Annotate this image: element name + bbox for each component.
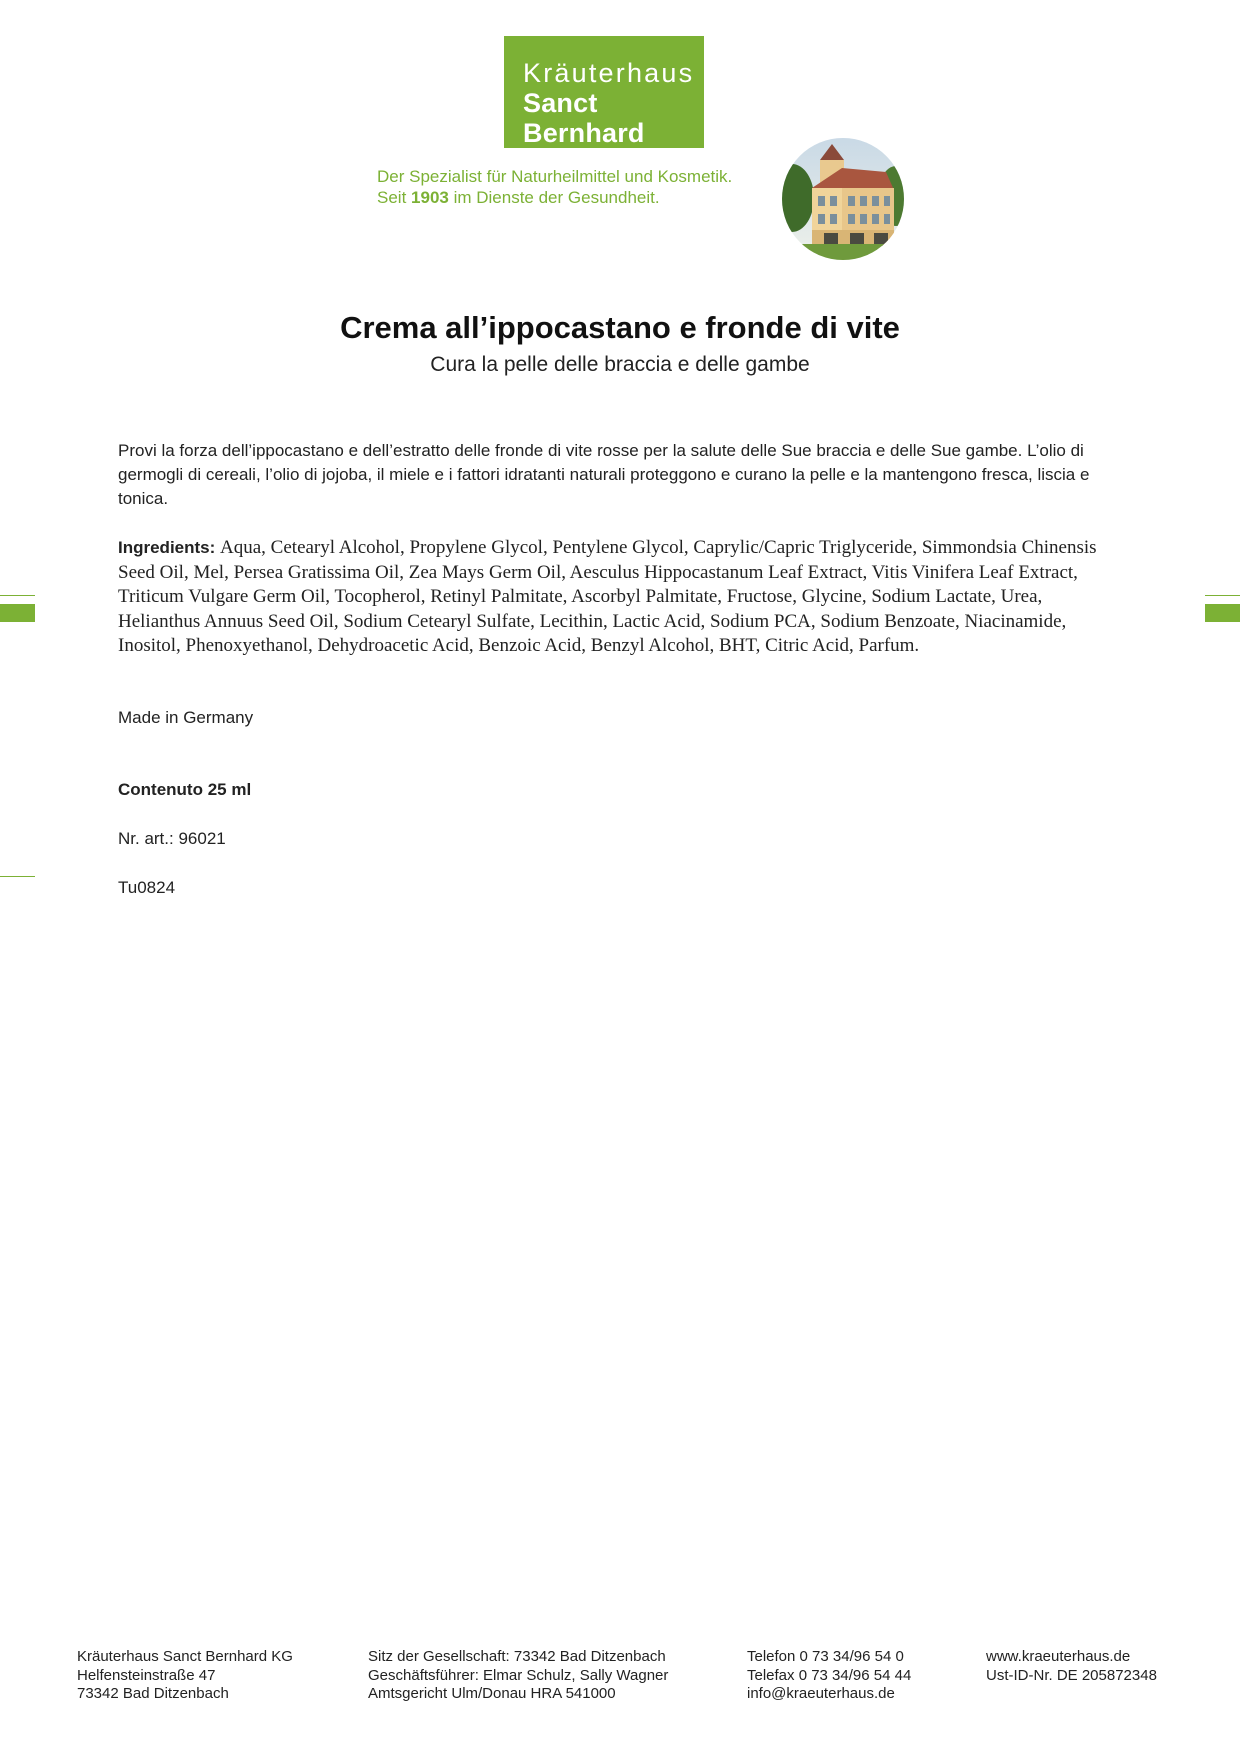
tagline-line2	[377, 187, 777, 208]
fold-mark-left-lower	[0, 876, 35, 877]
footer-vat-id: Ust-ID-Nr. DE 205872348	[986, 1666, 1157, 1684]
ingredients-section	[118, 536, 1118, 659]
fold-mark-left-line	[0, 595, 35, 596]
ingredients-list: Aqua, Cetearyl Alcohol, Propylene Glycol, Pentylene Glycol, Caprylic/Capric Triglyceride, Simmondsia Chinensis Seed Oil, Mel, Persea Gratissima Oil, Zea Mays Germ Oil, Aesculus Hippocastanum Leaf Extract, Vitis Vinifera Leaf Extract, Triticum Vulgare Germ Oil, Tocopherol, Retinyl Palmitate, Ascorbyl Palmitate, Fructose, Glycine, Sodium Lactate, Urea, Helianthus Annuus Seed Oil, Sodium Cetearyl Sulfate, Lecithin, Lactic Acid, Sodium PCA, Sodium Benzoate, Niacinamide, Inositol, Phenoxyethanol, Dehydroacetic Acid, Benzoic Acid, Benzyl Alcohol, BHT, Citric Acid, Parfum.	[118, 537, 1097, 656]
footer-fax: Telefax 0 73 34/96 54 44	[747, 1666, 912, 1684]
building-illustration	[782, 138, 904, 260]
content-volume: Contenuto 25 ml	[118, 780, 252, 799]
fold-mark-left	[0, 604, 35, 622]
footer-line: Sitz der Gesellschaft: 73342 Bad Ditzenbach	[368, 1648, 666, 1665]
logo-line1: Kräuterhaus	[523, 58, 695, 88]
article-number: Nr. art.: 96021	[118, 829, 226, 848]
origin-text: Made in Germany	[118, 708, 254, 727]
footer-line: Kräuterhaus Sanct Bernhard KG	[77, 1648, 293, 1665]
footer-website: www.kraeuterhaus.de	[986, 1648, 1131, 1665]
building-photo	[782, 138, 904, 260]
footer-email: info@kraeuterhaus.de	[747, 1685, 895, 1702]
product-description: Provi la forza dell’ippocastano e dell’estratto delle fronde di vite rosse per la salute delle Sue braccia e delle Sue gambe. L’olio di germogli di cereali, l’olio di jojoba, il miele e i fattori idratanti naturali proteggono e curano la pelle e la mantengono fresca, liscia e tonica.	[118, 441, 1090, 508]
tagline	[377, 166, 777, 208]
footer-line: Geschäftsführer: Elmar Schulz, Sally Wagner	[368, 1666, 669, 1684]
footer-web	[986, 1648, 1157, 1685]
tagline-year: 1903	[411, 188, 449, 207]
tagline-suffix: im Dienste der Gesundheit.	[448, 188, 660, 207]
logo-line2: Sanct Bernhard	[523, 88, 645, 148]
product-title: Crema all’ippocastano e fronde di vite	[340, 310, 900, 345]
footer-company	[77, 1648, 293, 1704]
ingredients-label: Ingredients:	[118, 538, 216, 557]
footer-line: Amtsgericht Ulm/Donau HRA 541000	[368, 1685, 616, 1702]
footer-contact	[747, 1648, 911, 1704]
document-code: Tu0824	[118, 878, 176, 897]
brand-logo	[504, 36, 704, 148]
product-subtitle: Cura la pelle delle braccia e delle gambe	[430, 353, 810, 376]
tagline-line1: Der Spezialist für Naturheilmittel und Kosmetik.	[377, 167, 733, 186]
footer-line: Helfensteinstraße 47	[77, 1666, 216, 1684]
fold-mark-right-line	[1205, 595, 1240, 596]
footer-phone: Telefon 0 73 34/96 54 0	[747, 1648, 904, 1665]
footer-legal	[368, 1648, 668, 1704]
footer-line: 73342 Bad Ditzenbach	[77, 1685, 229, 1702]
fold-mark-right	[1205, 604, 1240, 622]
tagline-prefix: Seit	[377, 188, 412, 207]
